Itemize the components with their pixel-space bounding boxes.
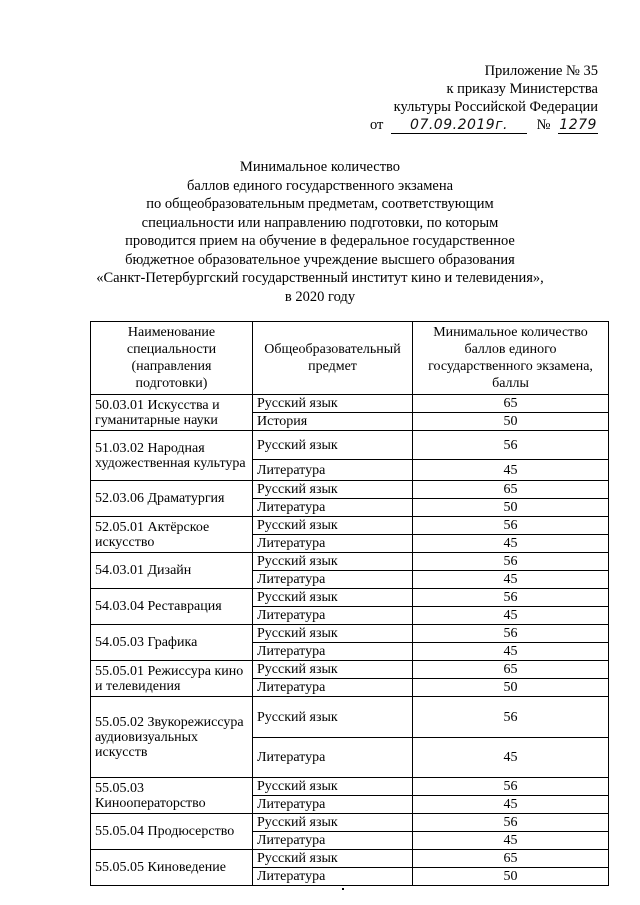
subject-cell: Литература	[253, 796, 413, 814]
table-row	[91, 625, 609, 643]
specialty-cell: 55.05.04 Продюсерство	[91, 814, 253, 850]
score-cell: 56	[413, 697, 609, 738]
table-row	[91, 850, 609, 868]
subject-cell: Русский язык	[253, 431, 413, 460]
date-field	[391, 118, 527, 134]
score-cell: 56	[413, 517, 609, 535]
specialty-cell: 55.05.01 Режиссура кино и телевидения	[91, 661, 253, 697]
table-row	[91, 395, 609, 413]
subject-cell: Русский язык	[253, 850, 413, 868]
specialty-cell: 52.03.06 Драматургия	[91, 481, 253, 517]
score-cell: 45	[413, 607, 609, 625]
table-row	[91, 697, 609, 738]
subject-cell: Русский язык	[253, 697, 413, 738]
score-cell: 56	[413, 431, 609, 460]
title-line: в 2020 году	[284, 288, 356, 305]
title-line: «Санкт-Петербургский государственный институт кино и телевидения»,	[96, 270, 544, 286]
specialty-cell: 50.03.01 Искусства и гуманитарные науки	[91, 395, 253, 431]
scores-table	[90, 321, 609, 886]
title-line: проводится прием на обучение в федеральное государственное	[125, 233, 515, 249]
score-cell: 45	[413, 643, 609, 661]
score-cell: 50	[413, 413, 609, 431]
table-row	[91, 814, 609, 832]
subject-cell: Литература	[253, 535, 413, 553]
specialty-cell: 54.03.04 Реставрация	[91, 589, 253, 625]
table-header-row	[91, 322, 609, 395]
table-row	[91, 778, 609, 796]
score-cell: 65	[413, 850, 609, 868]
subject-cell: Русский язык	[253, 553, 413, 571]
subject-cell: Русский язык	[253, 625, 413, 643]
score-cell: 65	[413, 481, 609, 499]
specialty-cell: 54.05.03 Графика	[91, 625, 253, 661]
table-row	[91, 553, 609, 571]
subject-cell: Русский язык	[253, 481, 413, 499]
subject-cell: Литература	[253, 832, 413, 850]
specialty-cell: 52.05.01 Актёрское искусство	[91, 517, 253, 553]
header-specialty: Наименование специальности (направления подготовки)	[91, 322, 253, 395]
score-cell: 56	[413, 814, 609, 832]
score-cell: 45	[413, 571, 609, 589]
specialty-cell: 55.05.02 Звукорежиссура аудиовизуальных искусств	[91, 697, 253, 778]
score-cell: 56	[413, 625, 609, 643]
handwritten-date: 07.09.2019г.	[410, 117, 509, 133]
score-cell: 50	[413, 499, 609, 517]
subject-cell: Литература	[253, 643, 413, 661]
score-cell: 56	[413, 778, 609, 796]
specialty-cell: 55.05.05 Киноведение	[91, 850, 253, 886]
score-cell: 45	[413, 738, 609, 778]
subject-cell: Литература	[253, 679, 413, 697]
subject-cell: Русский язык	[253, 517, 413, 535]
appendix-title: Приложение № 35	[484, 63, 598, 79]
table-row	[91, 517, 609, 535]
subject-cell: Литература	[253, 460, 413, 481]
handwritten-number: 1279	[559, 117, 597, 133]
specialty-cell: 54.03.01 Дизайн	[91, 553, 253, 589]
subject-cell: Русский язык	[253, 589, 413, 607]
header-subject: Общеобразовательный предмет	[253, 322, 413, 395]
table-body	[91, 395, 609, 886]
title-line: по общеобразовательным предметам, соответствующим	[146, 196, 494, 212]
score-cell: 45	[413, 460, 609, 481]
title-line: специальности или направлению подготовки, по которым	[141, 214, 499, 231]
table-row	[91, 589, 609, 607]
number-label: №	[536, 117, 551, 133]
appendix-ministry: культуры Российской Федерации	[393, 99, 598, 115]
score-cell: 45	[413, 832, 609, 850]
title-line: баллов единого государственного экзамена	[186, 177, 454, 194]
score-cell: 65	[413, 661, 609, 679]
subject-cell: История	[253, 413, 413, 431]
table-row	[91, 431, 609, 460]
table-row	[91, 661, 609, 679]
scan-speck	[342, 888, 344, 890]
subject-cell: Литература	[253, 499, 413, 517]
header-min-score: Минимальное количество баллов единого государственного экзамена, баллы	[413, 322, 609, 395]
appendix-block	[370, 62, 598, 134]
number-field	[558, 118, 598, 134]
from-label: от	[370, 117, 384, 133]
score-cell: 45	[413, 535, 609, 553]
subject-cell: Русский язык	[253, 661, 413, 679]
subject-cell: Русский язык	[253, 778, 413, 796]
subject-cell: Русский язык	[253, 395, 413, 413]
score-cell: 45	[413, 796, 609, 814]
score-cell: 50	[413, 868, 609, 886]
appendix-date-number-line	[370, 116, 598, 134]
specialty-cell: 51.03.02 Народная художественная культура	[91, 431, 253, 481]
specialty-cell: 55.05.03 Кинооператорство	[91, 778, 253, 814]
subject-cell: Русский язык	[253, 814, 413, 832]
appendix-order-ref: к приказу Министерства	[446, 81, 598, 97]
score-cell: 65	[413, 395, 609, 413]
subject-cell: Литература	[253, 738, 413, 778]
score-cell: 56	[413, 553, 609, 571]
subject-cell: Литература	[253, 571, 413, 589]
score-cell: 50	[413, 679, 609, 697]
title-line: бюджетное образовательное учреждение высшего образования	[125, 251, 515, 268]
title-line: Минимальное количество	[239, 159, 401, 175]
score-cell: 56	[413, 589, 609, 607]
subject-cell: Литература	[253, 868, 413, 886]
table-row	[91, 481, 609, 499]
subject-cell: Литература	[253, 607, 413, 625]
document-title	[60, 158, 580, 306]
